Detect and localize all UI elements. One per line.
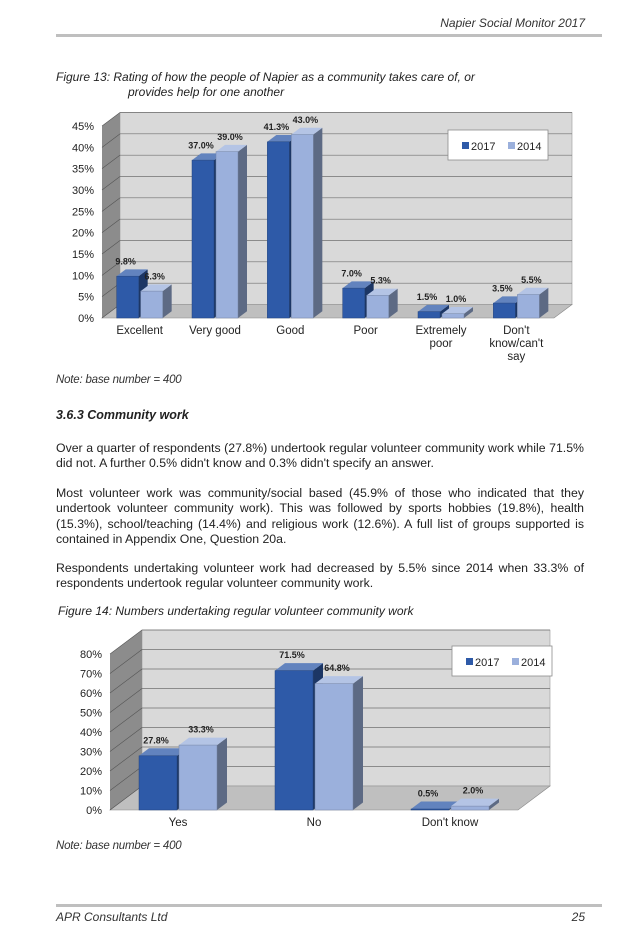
bar-front: [267, 142, 289, 318]
legend-swatch: [508, 142, 515, 149]
category-label: Poor: [353, 325, 378, 337]
y-tick-label: 0%: [86, 805, 102, 817]
data-label: 39.0%: [217, 131, 243, 142]
y-tick-label: 70%: [79, 668, 102, 681]
paragraph-3: Respondents undertaking volunteer work had decreased by 5.5% since 2014 when 33.3% of respondents undertook regular volunteer community work.: [56, 561, 584, 591]
category-label: Good: [276, 325, 305, 337]
data-label: 41.3%: [263, 122, 290, 133]
y-tick-label: 80%: [79, 649, 102, 661]
category-label: Extremely: [415, 325, 467, 337]
category-label: Excellent: [116, 325, 164, 337]
y-tick-label: 10%: [79, 785, 102, 798]
bar-front: [315, 684, 353, 810]
bar-front: [117, 276, 139, 318]
section-heading: 3.6.3 Community work: [56, 408, 189, 422]
bar-side: [313, 128, 322, 318]
bar-front: [192, 160, 214, 318]
figure-13-note: Note: base number = 400: [56, 374, 182, 386]
y-tick-label: 5%: [78, 291, 94, 304]
data-label: 43.0%: [292, 114, 319, 125]
y-tick-label: 45%: [71, 121, 94, 133]
data-label: 9.8%: [115, 256, 136, 267]
data-label: 64.8%: [324, 663, 350, 674]
y-tick-label: 15%: [71, 249, 94, 261]
bar-front: [367, 295, 389, 318]
legend-swatch: [462, 142, 469, 149]
figure-14-note: Note: base number = 400: [56, 840, 182, 852]
bar-front: [141, 291, 163, 318]
data-label: 71.5%: [279, 650, 305, 661]
data-label: 1.5%: [416, 291, 438, 302]
data-label: 6.3%: [144, 271, 165, 282]
data-label: 3.5%: [492, 283, 513, 294]
y-tick-label: 30%: [79, 746, 102, 759]
figure-14-chart: [56, 626, 586, 836]
y-tick-label: 50%: [79, 707, 102, 720]
figure-13-caption: [56, 70, 596, 100]
bar-front: [275, 671, 313, 810]
bar-front: [442, 314, 464, 318]
bar-2014-0: [141, 284, 172, 318]
paragraph-2: Most volunteer work was community/social based (45.9% of those who indicated that they undertook volunteer community work). This was followed by sports hobbies (19.8%), health (15.3%), school/teaching (14.4%) and religious work (12.6%). A full list of groups supported is contained in Appendix One, Question 20a.: [56, 486, 584, 547]
category-label: Don't: [503, 325, 530, 337]
data-label: 37.0%: [188, 140, 214, 151]
footer-rule: [56, 904, 602, 907]
category-label: say: [507, 351, 526, 363]
bar-side: [353, 676, 363, 810]
footer-company: APR Consultants Ltd: [56, 910, 168, 924]
bar-2014-1: [216, 145, 247, 318]
bar-side: [217, 738, 227, 810]
y-tick-label: 60%: [79, 688, 102, 700]
bar-front: [291, 135, 313, 318]
running-header: Napier Social Monitor 2017: [440, 16, 585, 30]
y-tick-label: 35%: [71, 163, 94, 176]
legend-label: 2014: [521, 657, 546, 669]
y-tick-label: 20%: [79, 766, 102, 778]
category-label: Very good: [189, 325, 241, 337]
legend-label: 2017: [475, 657, 500, 669]
bar-side: [238, 145, 247, 318]
bar-front: [517, 295, 539, 318]
y-tick-label: 40%: [79, 727, 102, 739]
data-label: 1.0%: [445, 293, 467, 304]
page-number: 25: [571, 910, 585, 924]
category-label: Don't know: [421, 817, 479, 829]
y-tick-label: 10%: [71, 270, 94, 283]
bar-front: [179, 745, 217, 810]
category-label: Yes: [168, 817, 188, 829]
bar-2014-5: [517, 288, 548, 318]
bar-front: [418, 312, 440, 318]
bar-front: [493, 303, 515, 318]
bar-front: [451, 806, 489, 810]
bar-front: [216, 152, 238, 318]
header-rule: [56, 34, 602, 37]
data-label: 0.5%: [417, 788, 439, 799]
legend-label: 2014: [517, 141, 542, 153]
bar-front: [411, 809, 449, 810]
bar-2014-0: [179, 738, 227, 810]
figure-13-chart: [56, 106, 586, 370]
legend-label: 2017: [471, 141, 496, 153]
y-tick-label: 20%: [71, 227, 94, 240]
bar-front: [139, 756, 177, 810]
bar-2014-2: [291, 128, 322, 318]
data-label: 5.3%: [370, 275, 391, 286]
category-label: poor: [429, 338, 453, 350]
data-label: 33.3%: [188, 724, 214, 735]
bar-front: [343, 288, 365, 318]
y-tick-label: 25%: [71, 206, 94, 219]
figure-14-title: Figure 14: Numbers undertaking regular volunteer community work: [58, 604, 414, 618]
figure-13-title-line1: Figure 13: Rating of how the people of Napier as a community takes care of, or: [56, 70, 475, 84]
bar-2014-3: [367, 289, 398, 318]
y-tick-label: 40%: [71, 142, 94, 155]
category-label: know/can't: [489, 338, 544, 350]
category-label: No: [306, 817, 322, 829]
data-label: 27.8%: [143, 735, 169, 746]
data-label: 2.0%: [462, 785, 484, 796]
figure-13-title-line2: provides help for one another: [128, 85, 285, 99]
bar-2014-1: [315, 676, 363, 810]
y-tick-label: 0%: [78, 313, 94, 325]
y-tick-label: 30%: [71, 185, 94, 197]
data-label: 7.0%: [341, 268, 362, 279]
data-label: 5.5%: [521, 274, 542, 285]
paragraph-1: Over a quarter of respondents (27.8%) undertook regular volunteer community work while 71.5% did not. A further 0.5% didn't know and 0.3% didn't specify an answer.: [56, 441, 584, 471]
legend-swatch: [466, 658, 473, 665]
legend-swatch: [512, 658, 519, 665]
